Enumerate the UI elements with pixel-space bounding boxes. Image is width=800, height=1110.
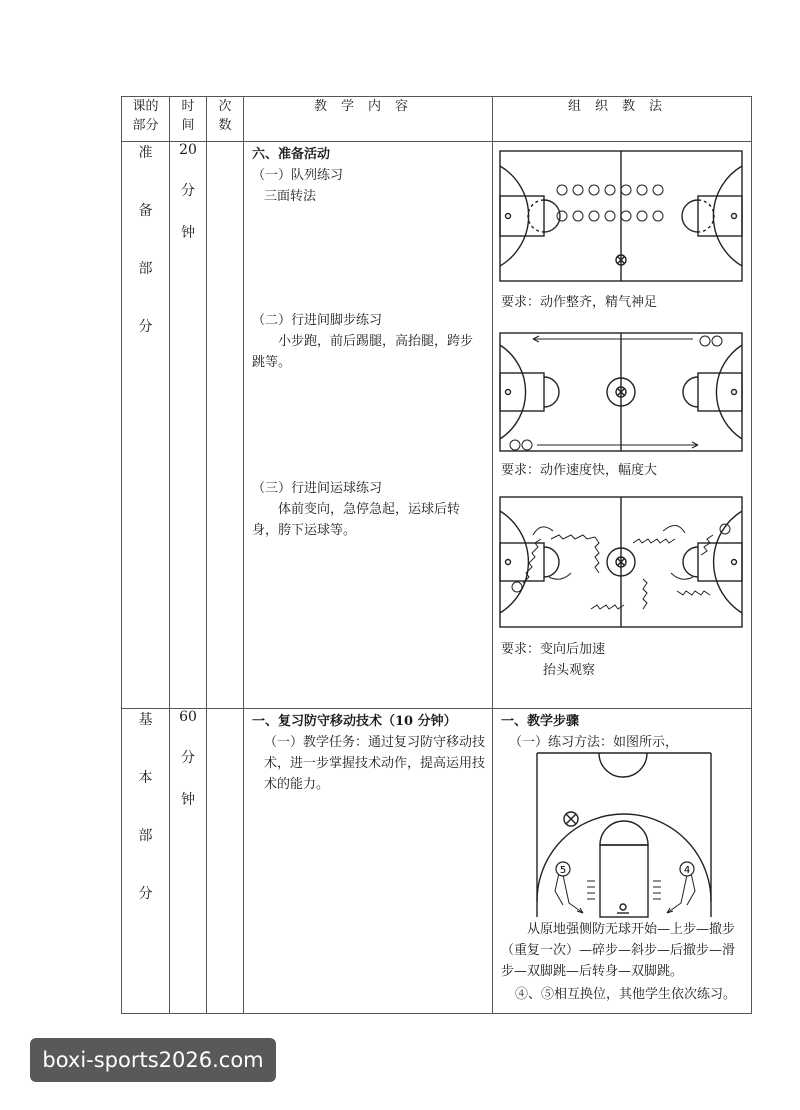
prep-content-cell	[244, 142, 493, 709]
vertical-char: 分	[181, 750, 195, 766]
prep-sub3-text: 体前变向，急停急起，运球后转身，胯下运球等。	[252, 502, 461, 538]
basic-content-cell	[244, 709, 493, 1014]
basic-part-cell	[122, 709, 170, 1014]
court-diagram-formation	[493, 148, 752, 288]
court-diagram-footwork	[493, 323, 752, 455]
prep-time-unit	[181, 180, 195, 242]
prep-part-cell	[122, 142, 170, 709]
vertical-char: 备	[138, 203, 153, 219]
basic-row	[122, 709, 752, 1014]
watermark-banner: boxi-sports2026.com	[30, 1038, 276, 1082]
prep-sub2-title: （二）行进间脚步练习	[252, 313, 383, 328]
basic-steps-title: 一、教学步骤	[501, 714, 580, 729]
prep-sub3-title: （三）行进间运球练习	[252, 481, 383, 496]
court-diagram-defense	[493, 749, 752, 919]
vertical-char: 分	[181, 183, 195, 199]
basic-desc: 从原地强侧防无球开始—上步—撤步（重复一次）—碎步—斜步—后撤步—滑步—双脚跳—后转身—双脚跳。	[501, 922, 736, 979]
basic-time-label	[170, 709, 206, 809]
prep-req1: 要求：动作整齐，精气神足	[501, 295, 658, 310]
prep-time-num: 20	[179, 142, 197, 158]
prep-time-cell	[170, 142, 207, 709]
header-row	[122, 97, 752, 142]
vertical-char: 准	[138, 145, 153, 161]
prep-time-label	[170, 142, 206, 242]
basic-task: （一）教学任务：通过复习防守移动技术，进一步掌握技术动作，提高运用技术的能力。	[264, 735, 486, 792]
prep-req3-line1: 要求：变向后加速	[501, 642, 606, 657]
court-diagram-dribble	[493, 491, 752, 631]
basic-method-title: （一）练习方法：如图所示，	[509, 735, 679, 750]
basic-count-cell	[207, 709, 244, 1014]
vertical-char: 分	[138, 319, 153, 335]
basic-method-cell	[493, 709, 752, 1014]
basic-note: ④、⑤相互换位，其他学生依次练习。	[515, 987, 737, 1002]
prep-sub2-text: 小步跑，前后踢腿，高抬腿，跨步跳等。	[252, 334, 474, 370]
prep-method-cell	[493, 142, 752, 709]
vertical-char: 本	[138, 770, 153, 786]
basic-time-num: 60	[179, 709, 197, 725]
prep-row	[122, 142, 752, 709]
basic-part-label	[122, 709, 169, 903]
prep-count-cell	[207, 142, 244, 709]
player-label-left: 5	[559, 865, 567, 876]
lesson-plan-sheet	[121, 96, 751, 1013]
vertical-char: 部	[138, 828, 153, 844]
prep-sub1-text: 三面转法	[264, 189, 317, 204]
player-label-right: 4	[683, 865, 691, 876]
prep-sub1-title: （一）队列练习	[252, 168, 344, 183]
prep-req3-line2: 抬头观察	[543, 663, 596, 678]
prep-req3	[501, 639, 745, 681]
header-time: 时间	[170, 97, 207, 142]
basic-time-cell	[170, 709, 207, 1014]
vertical-char: 部	[138, 261, 153, 277]
basic-time-unit	[181, 747, 195, 809]
header-content: 教学内容	[244, 97, 493, 142]
header-method: 组织教法	[493, 97, 752, 142]
basic-title: 一、复习防守移动技术（10 分钟）	[252, 714, 457, 729]
vertical-char: 钟	[181, 792, 195, 808]
prep-title: 六、准备活动	[252, 147, 331, 162]
header-part: 课的部分	[122, 97, 170, 142]
vertical-char: 基	[138, 712, 153, 728]
prep-part-label	[122, 142, 169, 336]
lesson-plan-table	[121, 96, 752, 1014]
prep-req2: 要求：动作速度快，幅度大	[501, 463, 658, 478]
vertical-char: 分	[138, 886, 153, 902]
vertical-char: 钟	[181, 225, 195, 241]
header-count: 次数	[207, 97, 244, 142]
